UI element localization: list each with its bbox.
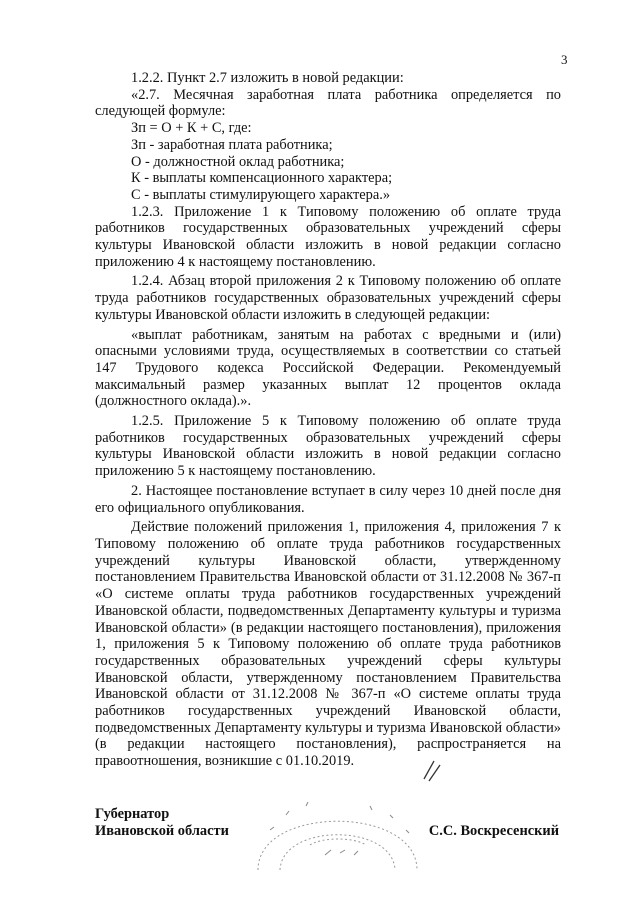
paragraph-1-2-2: 1.2.2. Пункт 2.7 изложить в новой редакции: <box>131 70 404 86</box>
paragraph-quote: «выплат работникам, занятым на работах с вредными и (или) опасными условиями труда, осуществляемых в соответствии со статьей 147 Трудового кодекса Российской Федерации. Рекомендуемый максимальный размер указанных выплат 12 процентов оклада (должностного оклада).». <box>95 326 561 410</box>
paragraph-2: 2. Настоящее постановление вступает в силу через 10 дней после дня его официального опубликования. <box>95 482 561 516</box>
signatory-name: С.С. Воскресенский <box>428 823 559 839</box>
paragraph-1-2-3: 1.2.3. Приложение 1 к Типовому положению об оплате труда работников государственных образовательных учреждений сферы культуры Ивановской области изложить в новой редакции согласно приложению 4 к настоящему постановлению. <box>95 203 561 270</box>
paragraph-1-2-5: 1.2.5. Приложение 5 к Типовому положению об оплате труда работников государственных образовательных учреждений сферы культуры Ивановской области изложить в новой редакции согласно приложению 5 к настоящему постановлению. <box>95 413 561 480</box>
formula-term-s: С - выплаты стимулирующего характера.» <box>131 186 391 203</box>
paragraph-effect: Действие положений приложения 1, приложения 4, приложения 7 к Типовому положению об оплате труда работников государственных учреждений культуры Ивановской области, утвержденному постановлением Правительства Ивановской области от 31.12.2008 № 367-п «О системе оплаты труда работников государственных учреждений Ивановской области, подведомственных Департаменту культуры и туризма Ивановской области» (в редакции настоящего постановления), приложения 1, приложения 5 к Типовому положению об оплате труда работников государственных образовательных учреждений сферы культуры Ивановской области, утвержденному постановлением Правительства Ивановской области от 31.12.2008 № 367-п «О системе оплаты труда работников государственных учреждений Ивановской области, подведомственных Департаменту культуры и туризма Ивановской области» (в редакции настоящего постановления), распространяется на правоотношения, возникшие с 01.10.2019. <box>95 519 561 770</box>
signature-block <box>95 806 565 846</box>
signatory-title-line2: Ивановской области <box>95 823 229 839</box>
formula: Зп = О + К + С, где: <box>131 120 252 137</box>
formula-term-o: О - должностной оклад работника; <box>131 153 345 170</box>
paragraph-1-2-4: 1.2.4. Абзац второй приложения 2 к Типовому положению об оплате труда работников государственных образовательных учреждений сферы культуры Ивановской области изложить в следующей редакции: <box>95 273 561 323</box>
paragraph-2-7: «2.7. Месячная заработная плата работника определяется по следующей формуле: <box>95 86 561 120</box>
formula-term-k: К - выплаты компенсационного характера; <box>131 170 393 187</box>
document-body <box>95 70 561 770</box>
signatory-title-line1: Губернатор <box>95 806 170 822</box>
page-number: 3 <box>561 52 568 67</box>
formula-term-zp: Зп - заработная плата работника; <box>131 136 333 153</box>
